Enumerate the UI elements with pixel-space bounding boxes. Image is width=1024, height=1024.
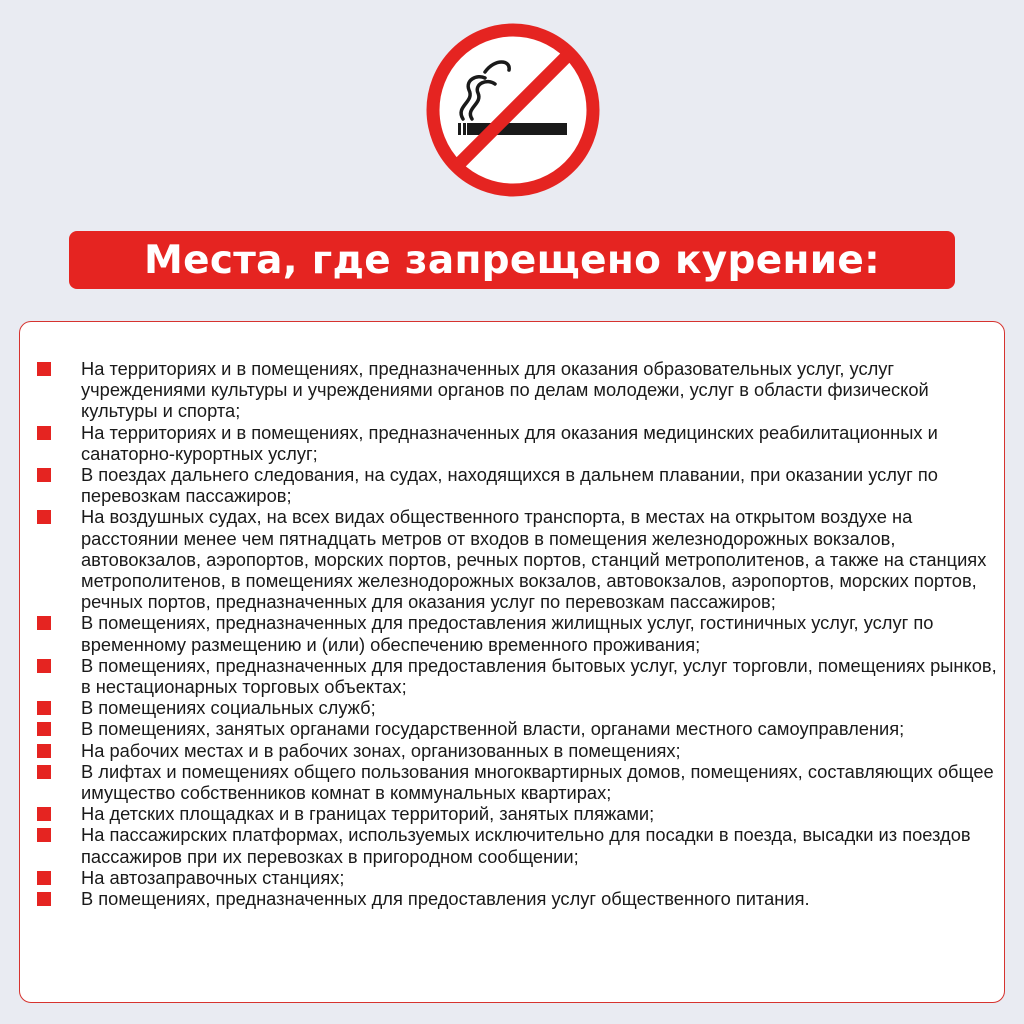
list-item <box>37 867 999 888</box>
bullet-square-icon <box>37 701 51 715</box>
list-item <box>37 612 999 654</box>
list-item <box>37 655 999 697</box>
list-item <box>37 358 999 422</box>
list-item-text: На рабочих местах и в рабочих зонах, организованных в помещениях; <box>81 739 681 761</box>
title-banner <box>69 231 955 289</box>
bullet-square-icon <box>37 722 51 736</box>
list-item <box>37 761 999 803</box>
places-card <box>19 321 1005 1003</box>
list-item-text: В поездах дальнего следования, на судах, находящихся в дальнем плавании, при оказании услуг по перевозкам пассажиров; <box>81 464 938 507</box>
list-item-text: В помещениях, предназначенных для предоставления бытовых услуг, услуг торговли, помещениях рынков, в нестационарных торговых объектах; <box>81 654 997 698</box>
list-item-text: На воздушных судах, на всех видах общественного транспорта, в местах на открытом воздухе на расстоянии менее чем пятнадцать метров от входов в помещения железнодорожных вокзалов, автовокзалов, аэропортов, морских портов, речных портов, станций метрополитенов, а также на станциях метрополитенов, в помещениях железнодорожных вокзалов, автовокзалов, аэропортов, морских портов, речных портов, предназначенных для оказания услуг по перевозкам пассажиров; <box>81 506 987 613</box>
list-item-text: В лифтах и помещениях общего пользования многоквартирных домов, помещениях, составляющих общее имущество собственников комнат в коммунальных квартирах; <box>81 760 994 804</box>
bullet-square-icon <box>37 807 51 821</box>
bullet-square-icon <box>37 362 51 376</box>
list-item <box>37 697 999 718</box>
list-item <box>37 464 999 506</box>
list-item-text: На детских площадках и в границах территорий, занятых пляжами; <box>81 803 655 825</box>
page-title: Места, где запрещено курение: <box>143 237 881 283</box>
bullet-square-icon <box>37 616 51 630</box>
bullet-square-icon <box>37 765 51 779</box>
bullet-square-icon <box>37 510 51 524</box>
bullet-square-icon <box>37 828 51 842</box>
bullet-square-icon <box>37 468 51 482</box>
list-item-text: В помещениях, предназначенных для предоставления жилищных услуг, гостиничных услуг, услуг по временному размещению и (или) обеспечению временного проживания; <box>81 612 934 655</box>
places-list <box>37 358 999 909</box>
list-item <box>37 803 999 824</box>
list-item <box>37 506 999 612</box>
bullet-square-icon <box>37 871 51 885</box>
list-item <box>37 718 999 739</box>
no-smoking-icon <box>425 22 601 198</box>
list-item <box>37 888 999 909</box>
list-item-text: В помещениях социальных служб; <box>81 697 376 719</box>
bullet-square-icon <box>37 659 51 673</box>
list-item-text: В помещениях, предназначенных для предоставления услуг общественного питания. <box>81 888 810 910</box>
bullet-square-icon <box>37 892 51 906</box>
bullet-square-icon <box>37 744 51 758</box>
list-item <box>37 824 999 866</box>
list-item-text: На территориях и в помещениях, предназначенных для оказания медицинских реабилитационных и санаторно-курортных услуг; <box>81 421 938 464</box>
list-item-text: На территориях и в помещениях, предназначенных для оказания образовательных услуг, услуг учреждениями культуры и учреждениями органов по делам молодежи, услуг в области физической культуры и спорта; <box>81 358 929 422</box>
list-item <box>37 422 999 464</box>
list-item-text: В помещениях, занятых органами государственной власти, органами местного самоуправления; <box>81 718 905 740</box>
cigarette-icon <box>458 123 567 135</box>
list-item-text: На автозаправочных станциях; <box>81 866 345 888</box>
bullet-square-icon <box>37 426 51 440</box>
list-item <box>37 740 999 761</box>
list-item-text: На пассажирских платформах, используемых исключительно для посадки в поезда, высадки из поездов пассажиров при их перевозках в пригородном сообщении; <box>81 824 971 867</box>
